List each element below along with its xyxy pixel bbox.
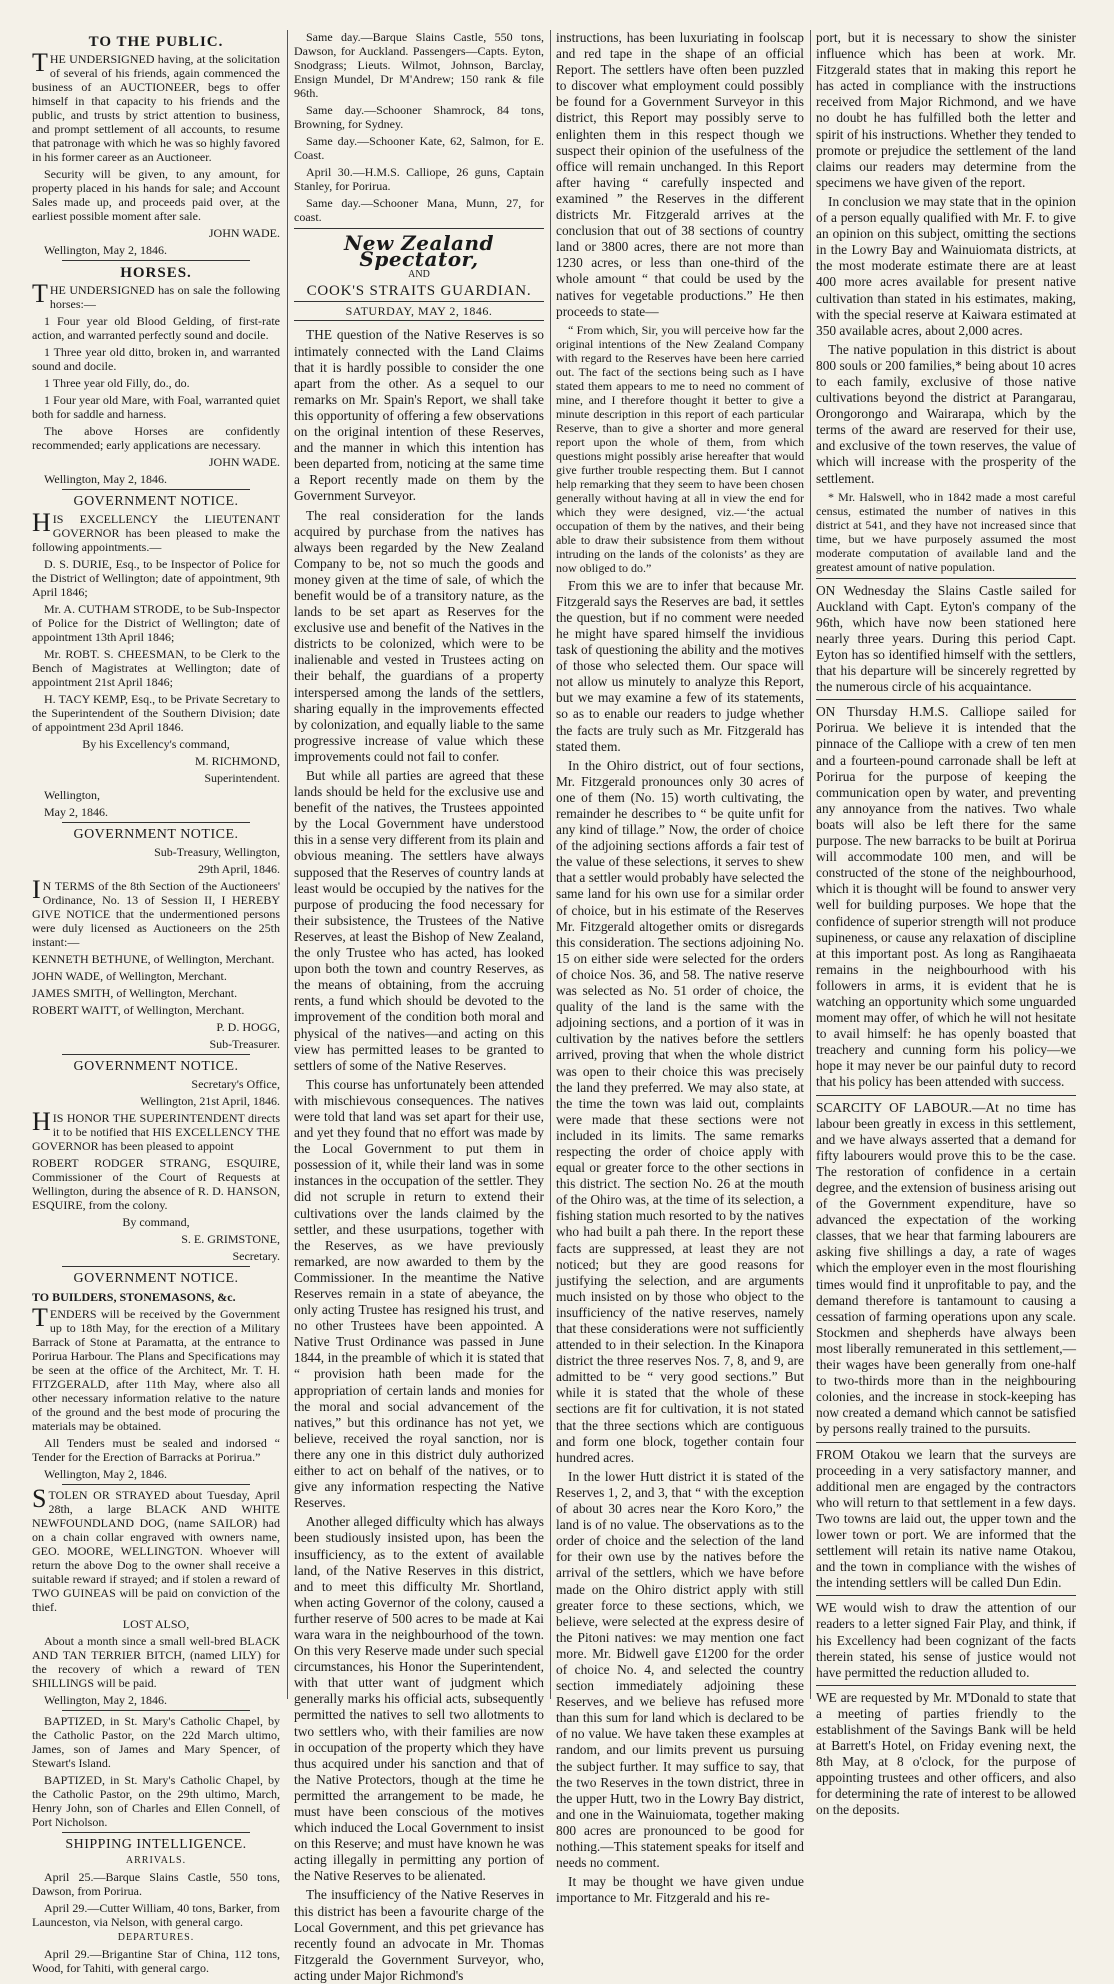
divider [816, 1595, 1076, 1596]
horse-item: 1 Four year old Mare, with Foal, warranted quiet both for saddle and harness. [32, 393, 280, 422]
news-item-savings-bank: WE are requested by Mr. M'Donald to state that a meeting of parties friendly to the establishment of the Savings Bank will be held at Barrett's Hotel, on Friday evening next, the 8th May, at 8 o'clock, for the purpose of appointing trustees and other officers, and also for determining the rate of interest to be allowed on the deposits. [816, 1689, 1076, 1818]
gov-notice-1-intro: HIS EXCELLENCY the LIEUTENANT GOVERNOR has been pleased to make the following appointments.— [32, 508, 280, 555]
gov-notice-2-heading: GOVERNMENT NOTICE. [73, 827, 239, 843]
editorial-paragraph: In the Ohiro district, out of four sections, Mr. Fitzgerald pronounces only 30 acres of one of them (No. 15) worth cultivating, the remainder he describes to “ be quite unfit for any kind of tillage.” Now, the order of choice of the adjoining sections affords a fair test of the value of these selections, it serves to shew that a settler would probably have selected the same land for his own use for a similar order of choice, but in his estimate of the Reserves Mr. Fitzgerald altogether omits or disregards this consideration. The sections adjoining No. 15 on either side were selected for the orders of choice Nos. 36, and 58. The native reserve was selected as No. 51 order of choice, the quality of the land is the same with the adjoining sections, and a portion of it was in cultivation by the natives before the settlers arrived, proving that when the whole district was open to their choice this was precisely the land they preferred. We may also state, at the time the town was laid out, complaints were made that these sections were not included in its limits. The same remarks respecting the order of choice apply with equal or greater force to the other sections in this district. The section No. 26 at the mouth of the Ohiro was, at the time of its selection, a fishing station much resorted to by the natives who had built a pah there. In the report these facts are suppressed, at least they are not noticed; but they are good reasons for justifying the selection, and are arguments much insisted on by those who object to the insufficiency of the native reserves, namely that these considerations were not sufficiently attended to in their selection. In the Kinapora district the three reserves Nos. 7, 8, and 9, are admitted to be “ very good sections.” But while it is stated that the whole of these sections are fit for cultivation, it is not stated that the three sections which are contiguous and form one block, together contain four hundred acres. [556, 757, 805, 1465]
gov-notice-3-command: By command, [122, 1215, 190, 1230]
appointment-item: H. TACY KEMP, Esq., to be Private Secretary to the Superintendent of the Southern Division; date of appointment 23d April 1846. [32, 692, 280, 735]
masthead-title: New Zealand Spectator, [343, 231, 495, 272]
arrival-entry: April 29.—Cutter William, 40 tons, Barker, from Launceston, via Nelson, with general cargo. [32, 1900, 280, 1929]
arrival-entry: April 25.—Barque Slains Castle, 550 tons, Dawson, from Porirua. [32, 1869, 280, 1898]
gov-notice-4-subheading: TO BUILDERS, STONEMASONS, &c. [32, 1289, 236, 1304]
departure-entry: April 29.—Brigantine Star of China, 112 tons, Wood, for Tahiti, with general cargo. [32, 1946, 280, 1975]
divider [62, 489, 250, 490]
gov-notice-2-office: Sub-Treasury, Wellington, [154, 845, 280, 860]
gov-notice-3-office: Secretary's Office, [191, 1077, 280, 1092]
horses-date: Wellington, May 2, 1846. [44, 472, 168, 487]
shipping-heading: SHIPPING INTELLIGENCE. [65, 1836, 247, 1852]
gov-notice-3-title: Secretary. [232, 1249, 280, 1264]
gov-notice-1-signature: M. RICHMOND, [194, 754, 280, 769]
divider [816, 578, 1076, 579]
arrivals-label: ARRIVALS. [125, 1854, 187, 1866]
gov-notice-4-date: Wellington, May 2, 1846. [44, 1466, 168, 1481]
departure-entry: Same day.—Schooner Kate, 62, Salmon, for E. Coast. [294, 134, 544, 162]
public-body: THE UNDERSIGNED having, at the solicitation of several of his friends, again commenced the business of an AUCTIONEER, begs to offer himself in that capacity to his friends and the public, and trusts by strict attention to business, and prompt settlement of all accounts, to resume that patronage with which he was so highly favored in his former career as an Auctioneer. [32, 48, 280, 165]
column-rule [810, 30, 811, 1699]
appointment-item: Mr. ROBT. S. CHEESMAN, to be Clerk to the Bench of Magistrates at Wellington; date of appointment 21st April 1846; [32, 647, 280, 690]
horses-outro: The above Horses are confidently recommended; early applications are necessary. [32, 424, 280, 453]
horse-item: 1 Three year old Filly, do., do. [44, 376, 190, 391]
column-rule [550, 30, 551, 1699]
masthead-subtitle: COOK'S STRAITS GUARDIAN. [306, 283, 532, 300]
stolen-date: Wellington, May 2, 1846. [44, 1692, 168, 1707]
editorial-paragraph: THE question of the Native Reserves is so intimately connected with the Land Claims that it is hardly possible to consider the one apart from the other. As a sequel to our remarks on Mr. Spain's Report, we shall take this opportunity of offering a few observations on the original intention of these Reserves, and the manner in which this intention has been departed from, noticing at the same time a Report recently made on them by the Government Surveyor. [294, 327, 544, 504]
gov-notice-1-command: By his Excellency's command, [82, 737, 230, 752]
appointment-item: Mr. A. CUTHAM STRODE, to be Sub-Inspector of Police for the District of Wellington; date of appointment 13th April 1846; [32, 602, 280, 645]
gov-notice-1-title: Superintendent. [204, 771, 280, 786]
gov-notice-2-office-date: 29th April, 1846. [197, 862, 280, 877]
editorial-paragraph: It may be thought we have given undue importance to Mr. Fitzgerald and his re- [556, 1874, 804, 1906]
gov-notice-3-intro: HIS HONOR THE SUPERINTENDENT directs it to be notified that HIS EXCELLENCY THE GOVERNOR has been pleased to appoint [32, 1107, 280, 1154]
gov-notice-1-heading: GOVERNMENT NOTICE. [73, 494, 239, 510]
news-item-slains-castle: ON Wednesday the Slains Castle sailed for Auckland with Capt. Eyton's company of the 96th, which have now been stationed here nearly three years. During this period Capt. Eyton has so identified himself with the settlers, that his departure will be sincerely regretted by the numerous circle of his acquaintance. [816, 582, 1076, 695]
departures-label: DEPARTURES. [117, 1931, 195, 1943]
public-body-2: Security will be given, to any amount, for property placed in his hands for sale; and Account Sales made up, and proceeds paid over, at the earliest possible moment after sale. [32, 167, 280, 224]
gov-notice-3-heading: GOVERNMENT NOTICE. [73, 1059, 239, 1075]
gov-notice-4-heading: GOVERNMENT NOTICE. [73, 1271, 239, 1287]
issue-dateline: SATURDAY, MAY 2, 1846. [294, 301, 544, 321]
departure-entry: Same day.—Schooner Shamrock, 84 tons, Browning, for Sydney. [294, 103, 544, 131]
gov-notice-2-intro: IN TERMS of the 8th Section of the Auctioneers' Ordinance, No. 13 of Session II, I HEREBY GIVE NOTICE that the undermentioned persons were duly licensed as Auctioneers on the 25th instant:— [32, 875, 280, 950]
editorial-paragraph: The native population in this district is about 800 souls or 200 families,* being about 10 acres to each family, exclusive of those native cultivations beyond the district at Parangarau, Orongorongo and Wairarapa, which by the terms of the award are reserved for their use, and exclusive of the town reserves, the value of which will increase with the prosperity of the settlement. [816, 341, 1076, 486]
horse-item: 1 Four year old Blood Gelding, of first-rate action, and warranted perfectly sound and docile. [32, 314, 280, 343]
column-1 [32, 30, 280, 1975]
column-3 [556, 30, 805, 1906]
auctioneer-name: KENNETH BETHUNE, of Wellington, Merchant. [32, 952, 275, 967]
gov-notice-4-body-2: All Tenders must be sealed and indorsed “ Tender for the Erection of Barracks at Porirua.” [32, 1435, 280, 1464]
gov-notice-3-office-date: Wellington, 21st April, 1846. [140, 1094, 280, 1109]
editorial-paragraph: In conclusion we may state that in the opinion of a person equally qualified with Mr. F. to give an opinion on this subject, omitting the sections in the Lowry Bay and Wainuiomata districts, at the most moderate estimate there are at least 400 more acres available for present native cultivation than stated in his estimates, making, with the special reserve at Kaiwara estimated at 350 available acres, about 2,000 acres. [816, 193, 1076, 338]
baptism-notice: BAPTIZED, in St. Mary's Catholic Chapel, by the Catholic Pastor, on the 29th ultimo, March, Henry John, son of Charles and Ellen Connell, of Port Nicholson. [32, 1772, 280, 1829]
divider [62, 1054, 250, 1055]
gov-notice-2-title: Sub-Treasurer. [209, 1037, 280, 1052]
stolen-dog-notice: STOLEN OR STRAYED about Tuesday, April 28th, a large BLACK AND WHITE NEWFOUNDLAND DOG, (name SAILOR) had on a chain collar engraved with owners name, GEO. MOORE, WELLINGTON. Whoever will return the above Dog to the owner shall receive a suitable reward if strayed; and if stolen a reward of TWO GUINEAS will be paid on conviction of the thief. [32, 1483, 280, 1614]
baptism-notice: BAPTIZED, in St. Mary's Catholic Chapel, by the Catholic Pastor, on the 22d March ultimo, James, son of James and Mary Spencer, of Stewart's Island. [32, 1713, 280, 1770]
lost-terrier-notice: About a month since a small well-bred BLACK AND TAN TERRIER BITCH, (named LILY) for the recovery of which a reward of TEN SHILLINGS will be paid. [32, 1633, 280, 1690]
editorial-paragraph: Another alleged difficulty which has always been studiously insisted upon, has been the insufficiency, as to the extent of available land, of the Native Reserves in this district, and to meet this difficulty Mr. Shortland, when acting Governor of the colony, caused a further reserve of 500 acres to be made at Kai wara wara in the neighbourhood of the town. On this very Reserve made under such special circumstances, his Honor the Superintendent, with that utter want of judgment which generally marks his official acts, subsequently permitted the natives to sell two allotments to two settlers who, with their families are now in occupation of the property which they have thus acquired under his sanction and that of the Native Protectors, though at the time he permitted the arrangement to be made, he must have been conscious of the motives which induced the Local Government to insist on this Reserve; and must have known he was acting illegally in permitting any portion of the Native Reserves to be alienated. [294, 1514, 544, 1884]
auctioneer-name: JAMES SMITH, of Wellington, Merchant. [32, 986, 238, 1001]
lost-also-heading: LOST ALSO, [122, 1616, 190, 1631]
report-quotation: “ From which, Sir, you will perceive how far the original intentions of the New Zealand Company with regard to the Reserves have been here carried out. The fact of the sections being such as I have stated them appears to me to need no comment of mine, and I therefore thought it better to give a minute description in this report of each particular Reserve, than to give a shorter and more general report upon the whole of them, from which questions might possibly arise hereafter that would give further trouble respecting them. But I cannot help remarking that they seem to have been chosen generally without having at all in view the end for which they were designed, viz.—‘the actual occupation of them by the natives, and their being able to draw their subsistence from them without intruding on the lands of the colonists’ as they are now obliged to do.” [556, 322, 804, 575]
departure-entry: Same day.—Barque Slains Castle, 550 tons, Dawson, for Auckland. Passengers—Capts. Eyton, Snodgrass; Lieuts. Wilmot, Johnson, Barclay, Ensign Mundel, Dr M'Andrew; 150 rank & file 96th. [294, 30, 544, 100]
horses-signature: JOHN WADE. [208, 455, 280, 470]
divider [62, 1710, 250, 1711]
divider [62, 1484, 250, 1485]
divider [816, 1685, 1076, 1686]
horses-heading: HORSES. [120, 265, 192, 282]
masthead-and: AND [408, 269, 430, 281]
editorial-paragraph: The real consideration for the lands acquired by purchase from the natives has always been regarded by the New Zealand Company to be, not so much the goods and money given at the time of sale, of which the benefit would be of a transitory nature, as the lands to be set apart as Reserves for the exclusive use and benefit of the Natives in the districts to be colonized, which were to be inalienable and vested in Trustees acting on their behalf, the guardians of a property interspersed among the lands of the settlers, sharing equally in the improvements effected by colonization, and equally liable to the same progressive increase of value which these improvements could not fail to confer. [294, 507, 544, 764]
public-signature: JOHN WADE. [208, 226, 280, 241]
news-item-calliope: ON Thursday H.M.S. Calliope sailed for Porirua. We believe it is intended that the pinnace of the Calliope with a crew of ten men and a fourteen-pound carronade shall be left at Porirua for the purpose of keeping the communication open by water, and preventing any annoyance from the natives. Two whale boats will also be left there for the same purpose. The new barracks to be built at Porirua will accommodate 100 men, and will be constructed of the stone of the neighbourhood, which it is thought will be found to answer very well for building purposes. We hope that the confidence of superior strength will not produce supineness, or cause any relaxation of discipline at this important post. As long as Rangihaeata remains in the neighbourhood with his followers in arms, it is evident that he is watching an opportunity which some unguarded moment may offer, of which he will not hesitate to avail himself: he has openly boasted that treachery and cunning form his policy—we hope it may never be our painful duty to record that his policy has been attended with success. [816, 704, 1076, 1090]
news-item-scarcity-of-labour: SCARCITY OF LABOUR.—At no time has labour been greatly in excess in this settlement, and we have always asserted that a demand for fifty labourers would prove this to be the case. The restoration of confidence in a certain degree, and the extension of business arising out of the Government expenditure, have so advanced the expectation of the working classes, that we hear that farming labourers are asking five shillings a day, a rate of wages which the employer even in the most flourishing times would find it unprofitable to pay, and the demand therefore is tantamount to causing a cessation of farming operations upon any scale. Stockmen and shepherds have always been most liberally remunerated in this settlement,—their wages have been generally from one-half to two-thirds more than in the neighbouring colonies, and the increase in stock-keeping has now created a demand which cannot be satisfied by persons really trained to the pursuits. [816, 1099, 1076, 1437]
horse-item: 1 Three year old ditto, broken in, and warranted sound and docile. [32, 345, 280, 374]
gov-notice-3-signature: S. E. GRIMSTONE, [181, 1232, 280, 1247]
divider [816, 699, 1076, 700]
column-2 [294, 30, 544, 1983]
column-4 [816, 30, 1076, 1818]
divider [816, 1095, 1076, 1096]
editorial-paragraph: This course has unfortunately been attended with mischievous consequences. The natives were told that land was set apart for their use, and yet they found that no effort was made by the Local Government to put them in possession of it, while their land was in some instances in the occupation of the settler. They did not scruple in return to extend their cultivations over the lands claimed by the settler, and these usurpations, together with the Reserves, as we have previously remarked, are now awarded to them by the Commissioner. In the meantime the Native Reserves remain in a state of abeyance, the only acting Trustee has resigned his trust, and no other Trustees have been appointed. A Native Trust Ordinance was passed in June 1844, in the preamble of which it is stated that “ provision hath been made for the appropriation of certain lands and monies for the moral and social advancement of the natives,” but this ordinance has not yet, we believe, received the royal sanction, nor is there any one in this district duly authorized either to act on behalf of the natives, or to give any information respecting the Native Reserves. [294, 1076, 544, 1511]
departure-entry: April 30.—H.M.S. Calliope, 26 guns, Captain Stanley, for Porirua. [294, 165, 544, 193]
divider [62, 1266, 250, 1267]
public-date: Wellington, May 2, 1846. [44, 243, 168, 258]
news-item-otakou: FROM Otakou we learn that the surveys are proceeding in a very satisfactory manner, and additional men are engaged by the contractors who will return to that settlement in a few days. Two towns are laid out, the upper town and the lower town or port. We are informed that the settlement will retain its native name Otakou, and the town in compliance with the wishes of the intending settlers will be called Dun Edin. [816, 1446, 1076, 1591]
gov-notice-1-place: Wellington, [44, 788, 101, 803]
editorial-paragraph: The insufficiency of the Native Reserves in this district has been a favourite charge of the Local Government, and this pet grievance has recently found an advocate in Mr. Thomas Fitzgerald the Government Surveyor, who, acting under Major Richmond's [294, 1887, 544, 1983]
gov-notice-2-signature: P. D. HOGG, [216, 1020, 280, 1035]
column-rule [287, 30, 288, 1699]
editorial-paragraph: instructions, has been luxuriating in foolscap and red tape in the shape of an official Report. The settlers have often been puzzled to discover what employment could possibly be found for a Government Surveyor in this district, this Report may possibly serve to enlighten them in this respect though we suspect their opinion of the usefulness of the office will remain unchanged. In this Report after having “ carefully inspected and examined ” the Reserves in the different districts Mr. Fitzgerald arrives at the conclusion that out of 38 sections of country land or 3800 acres, there are not more than 1230 acres, or less than one-third of the whole amount “ that could be used by the natives for vegetable productions.” He then proceeds to state— [556, 30, 804, 319]
gov-notice-4-body: TENDERS will be received by the Government up to 18th May, for the erection of a Military Barrack of Stone at Paramatta, at the entrance to Porirua Harbour. The Plans and Specifications may be seen at the office of the Architect, Mr. T. H. FITZGERALD, after 11th May, where also all other necessary information relative to the nature of the ground and the best mode of procuring the materials may be obtained. [32, 1302, 280, 1433]
news-item-fair-play: WE would wish to draw the attention of our readers to a letter signed Fair Play, and think, if his Excellency had been cognizant of the facts therein stated, his sense of justice would not have permitted the reduction alluded to. [816, 1600, 1076, 1680]
departure-entry: Same day.—Schooner Mana, Munn, 27, for coast. [294, 196, 544, 224]
editorial-paragraph: From this we are to infer that because Mr. Fitzgerald says the Reserves are bad, it settles the question, but if no comment were needed he might have spared himself the invidious task of questioning the ability and the motives of those who selected them. Our space will not allow us minutely to analyze this Report, but we may examine a few of its statements, so as to enable our readers to judge whether the facts are truly such as Mr. Fitzgerald has stated them. [556, 577, 804, 754]
auctioneer-name: ROBERT WAITT, of Wellington, Merchant. [32, 1003, 245, 1018]
appointment-item: D. S. DURIE, Esq., to be Inspector of Police for the District of Wellington; date of appointment, 9th April 1846; [32, 557, 280, 600]
gov-notice-3-appointee: ROBERT RODGER STRANG, ESQUIRE, Commissioner of the Court of Requests at Wellington, during the absence of R. D. HANSON, ESQUIRE, from the colony. [32, 1156, 280, 1213]
divider [62, 260, 250, 261]
divider [62, 822, 250, 823]
editorial-paragraph: In the lower Hutt district it is stated of the Reserves 1, 2, and 3, that “ with the exception of about 30 acres near the Koro Koro,” the land is of no value. The observations as to the order of choice and the selection of the land for their own use by the natives before the arrival of the settlers, which we have before made on the Ohiro district apply with still greater force to these sections, which, we believe, were selected at the express desire of the Pitoni natives: we may mention one fact more. Mr. Bidwell gave £1200 for the order of choice No. 4, and selected the country section immediately adjoining these Reserves, and we believe has refused more than this sum for land which is declared to be of no value. We have taken these examples at random, and our limits prevent us pursuing the subject further. It may suffice to say, that the two Reserves in the town district, three in the upper Hutt, two in the Lowry Bay district, and one in the Wainuiomata, together making 800 acres are pronounced to be good for nothing.—This statement speaks for itself and needs no comment. [556, 1468, 804, 1871]
editorial-paragraph: But while all parties are agreed that these lands should be held for the exclusive use and benefit of the natives, the Trustees appointed by the Local Government have understood this in a sense very different from its plain and obvious meaning. The settlers have always supposed that the Reserves of country lands at least would be occupied by the natives for the purpose of producing the food necessary for their subsistence, the Trustees of the Native Reserves, at least the Bishop of New Zealand, the only Trustee who has acted, has looked upon both the town and country Reserves, as the means of obtaining, from the accruing rents, a fund which should be devoted to the improvement of the condition both moral and physical of the natives—and acting on this view has permitted leases to be granted to settlers of some of the Native Reserves. [294, 768, 544, 1073]
divider [816, 1442, 1076, 1443]
auctioneer-name: JOHN WADE, of Wellington, Merchant. [32, 969, 227, 984]
editorial-paragraph: port, but it is necessary to show the sinister influence which has been at work. Mr. Fitzgerald states that in making this report he has acted in compliance with the instructions received from Major Richmond, and we have no doubt he has fulfilled both the letter and spirit of his instructions. Whether they tended to promote or prejudice the settlement of the land claims our readers may determine from the specimens we have given of the report. [816, 30, 1076, 190]
divider [294, 228, 544, 229]
horses-intro: THE UNDERSIGNED has on sale the following horses:— [32, 279, 280, 312]
gov-notice-1-date: May 2, 1846. [44, 805, 108, 820]
divider [62, 1832, 250, 1833]
public-heading: TO THE PUBLIC. [88, 34, 224, 50]
footnote: * Mr. Halswell, who in 1842 made a most careful census, estimated the number of natives in this district at 541, and they have not increased since that time, but we have purposely assumed the most moderate computation of available land and the greatest amount of native population. [816, 489, 1076, 574]
